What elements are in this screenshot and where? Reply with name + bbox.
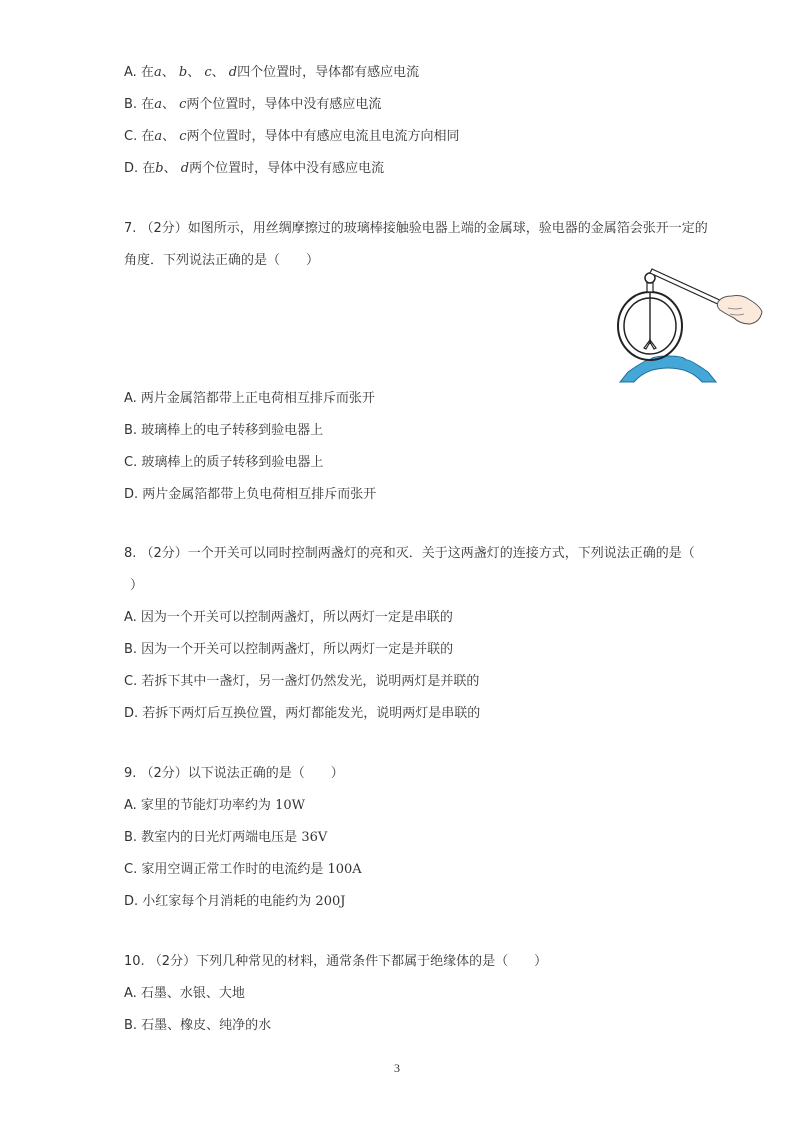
q6-option-d: D. 在b、 d两个位置时，导体中没有感应电流 [124, 161, 385, 176]
q6-option-c: C. 在a、 c两个位置时，导体中有感应电流且电流方向相同 [124, 129, 460, 144]
electroscope-stand [620, 356, 716, 382]
q8-option-b: B. 因为一个开关可以控制两盏灯，所以两灯一定是并联的 [124, 642, 454, 657]
electroscope-illustration [610, 268, 770, 386]
q7-option-a: A. 两片金属箔都带上正电荷相互排斥而张开 [124, 391, 375, 406]
q9-option-b: B. 教室内的日光灯两端电压是 36V [124, 830, 328, 845]
metal-foil-left [644, 340, 650, 349]
q7-option-c: C. 玻璃棒上的质子转移到验电器上 [124, 455, 324, 470]
q10-stem: 10. （2分）下列几种常见的材料，通常条件下都属于绝缘体的是（ ） [124, 954, 548, 969]
metal-foil-right [650, 340, 656, 349]
page-number: 3 [394, 1061, 400, 1075]
q7-stem-line1: 7. （2分）如图所示，用丝绸摩擦过的玻璃棒接触验电器上端的金属球，验电器的金属箔会张开一定的 [124, 221, 708, 236]
q10-option-b: B. 石墨、橡皮、纯净的水 [124, 1018, 272, 1033]
q9-stem: 9. （2分）以下说法正确的是（ ） [124, 766, 344, 781]
q6-option-b: B. 在a、 c两个位置时，导体中没有感应电流 [124, 97, 382, 112]
q9-option-c: C. 家用空调正常工作时的电流约是 100A [124, 862, 362, 877]
q8-option-c: C. 若拆下其中一盏灯，另一盏灯仍然发光，说明两灯是并联的 [124, 674, 480, 689]
q9-option-d: D. 小红家每个月消耗的电能约为 200J [124, 894, 346, 909]
q8-stem-line2: ） [130, 578, 144, 593]
q8-option-d: D. 若拆下两灯后互换位置，两灯都能发光，说明两灯是串联的 [124, 706, 481, 721]
q7-stem-line2: 角度．下列说法正确的是（ ） [124, 253, 320, 268]
q6-option-a: A. 在a、 b、 c、 d四个位置时，导体都有感应电流 [124, 65, 420, 80]
q8-option-a: A. 因为一个开关可以控制两盏灯，所以两灯一定是串联的 [124, 610, 453, 625]
q7-option-d: D. 两片金属箔都带上负电荷相互排斥而张开 [124, 487, 377, 502]
q10-option-a: A. 石墨、水银、大地 [124, 986, 245, 1001]
q7-option-b: B. 玻璃棒上的电子转移到验电器上 [124, 423, 324, 438]
q8-stem-line1: 8. （2分）一个开关可以同时控制两盏灯的亮和灭．关于这两盏灯的连接方式，下列说法正确的是（ [124, 546, 695, 561]
q9-option-a: A. 家里的节能灯功率约为 10W [124, 798, 305, 813]
hand [717, 296, 762, 325]
